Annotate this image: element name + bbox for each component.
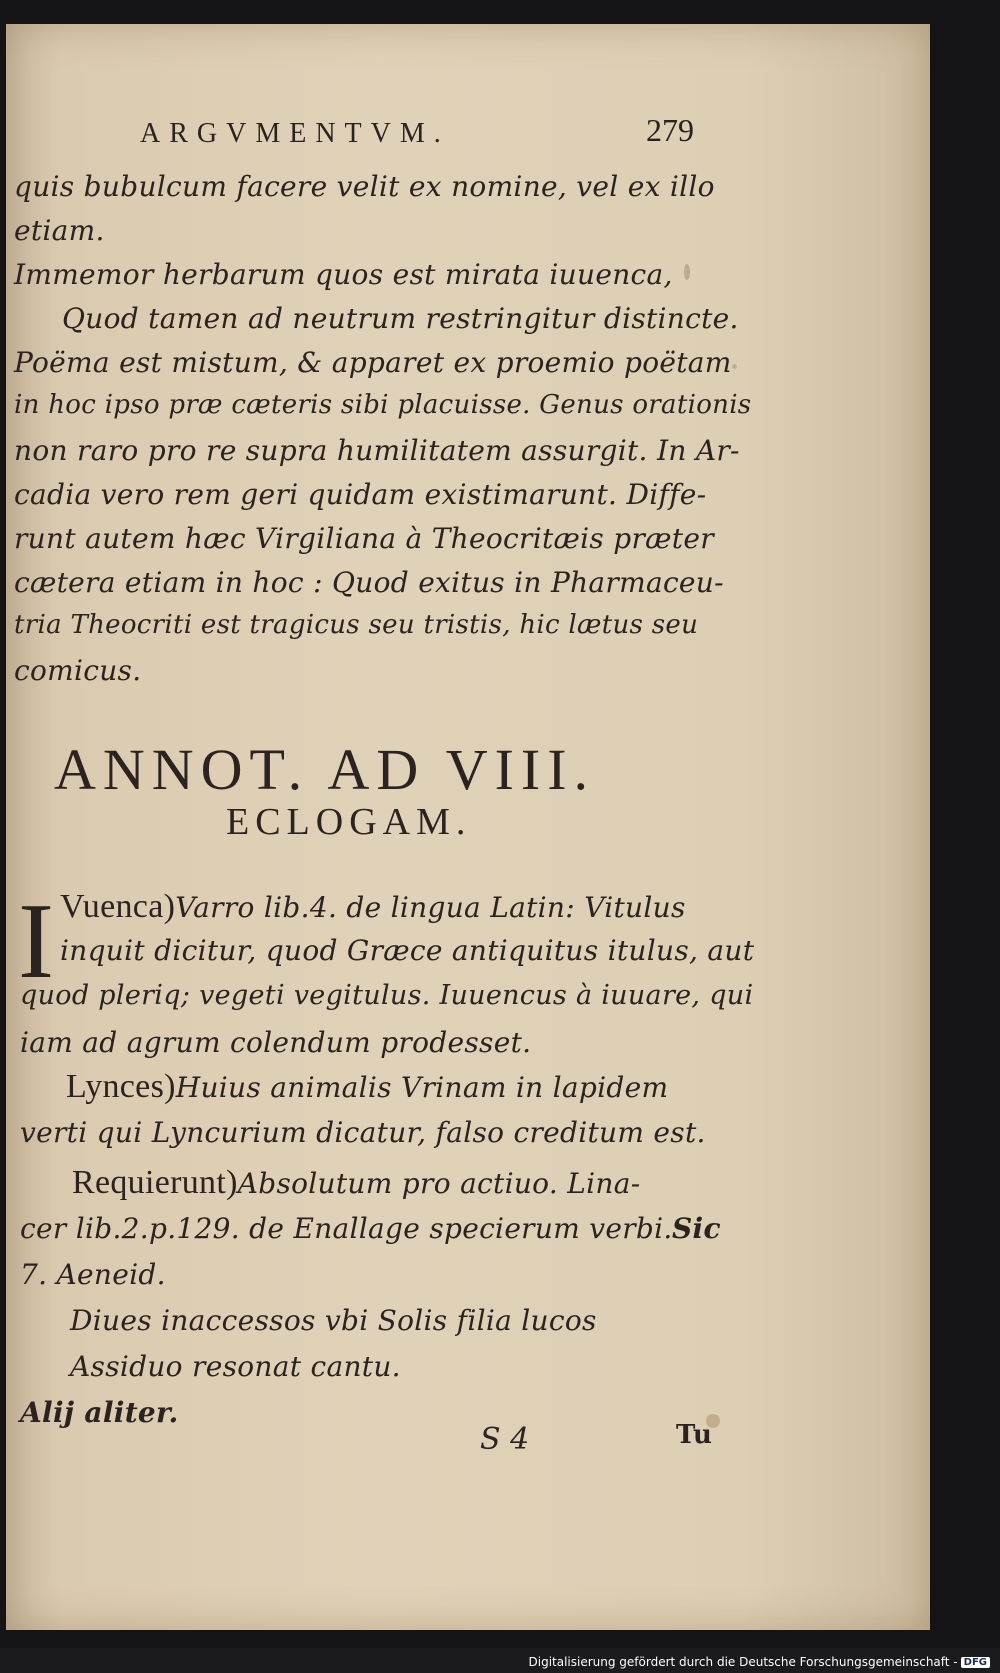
catchword: Tu <box>676 1420 712 1450</box>
funding-footer <box>529 1655 991 1669</box>
argument-line: Immemor herbarum quos est mirata iuuenca, <box>14 258 673 291</box>
paper-stain <box>732 364 737 369</box>
argument-line: etiam. <box>14 214 105 247</box>
annotation-line: verti qui Lyncurium dicatur, falso creditum est. <box>20 1116 706 1149</box>
argument-line: Quod tamen ad neutrum restringitur distincte. <box>62 302 739 335</box>
lemma: Requierunt) <box>72 1164 238 1201</box>
paper-stain <box>684 264 690 280</box>
page-number: 279 <box>646 112 694 148</box>
argument-line: tria Theocriti est tragicus seu tristis, hic lætus seu <box>14 610 699 640</box>
annotation-line: quod pleriq; vegeti vegitulus. Iuuencus à iuuare, qui <box>20 980 754 1011</box>
signature-mark: S 4 <box>480 1422 530 1457</box>
argument-line: cadia vero rem geri quidam existimarunt. Diffe- <box>14 478 707 511</box>
annotation-line: Alij aliter. <box>20 1396 179 1429</box>
annotation-line: iam ad agrum colendum prodesset. <box>20 1026 532 1059</box>
section-heading: ANNOT. AD VIII. <box>54 737 596 802</box>
argument-line: quis bubulcum facere velit ex nomine, vel ex illo <box>14 170 715 203</box>
argument-line: Poëma est mistum, & apparet ex proemio poëtam <box>14 346 732 379</box>
argument-line: runt autem hæc Virgiliana à Theocritæis præter <box>14 522 714 555</box>
annotation-line: Sic <box>672 1212 721 1245</box>
verse-line: Diues inaccessos vbi Solis filia lucos <box>70 1304 597 1337</box>
dfg-logo: DFG <box>961 1657 990 1668</box>
annotation-line <box>60 888 686 926</box>
annotation-line: inquit dicitur, quod Græce antiquitus itulus, aut <box>60 934 755 967</box>
annotation-line: cer lib.2.p.129. de Enallage specierum verbi. <box>20 1212 673 1245</box>
argument-line: cætera etiam in hoc : Quod exitus in Pharmaceu- <box>14 566 724 599</box>
lemma: Vuenca) <box>60 888 176 925</box>
argument-line: comicus. <box>14 654 142 687</box>
section-subheading: ECLOGAM. <box>226 801 472 843</box>
argument-line: non raro pro re supra humilitatem assurgit. In Ar- <box>14 434 740 467</box>
verse-line: Assiduo resonat cantu. <box>70 1350 401 1383</box>
lemma: Lynces) <box>66 1068 176 1105</box>
annotation-line <box>66 1068 668 1106</box>
annotation-text: Absolutum pro actiuo. Lina- <box>237 1167 641 1200</box>
annotation-line: 7. Aeneid. <box>20 1258 166 1291</box>
drop-cap: I <box>18 882 54 1001</box>
annotation-text: Huius animalis Vrinam in lapidem <box>175 1071 669 1104</box>
running-head: ARGVMENTVM. <box>140 118 450 149</box>
annotation-text: Varro lib.4. de lingua Latin: Vitulus <box>175 891 686 924</box>
annotation-line <box>72 1164 640 1202</box>
argument-line: in hoc ipso præ cæteris sibi placuisse. Genus orationis <box>14 390 752 420</box>
funding-text: Digitalisierung gefördert durch die Deutsche Forschungsgemeinschaft - <box>528 1655 958 1669</box>
